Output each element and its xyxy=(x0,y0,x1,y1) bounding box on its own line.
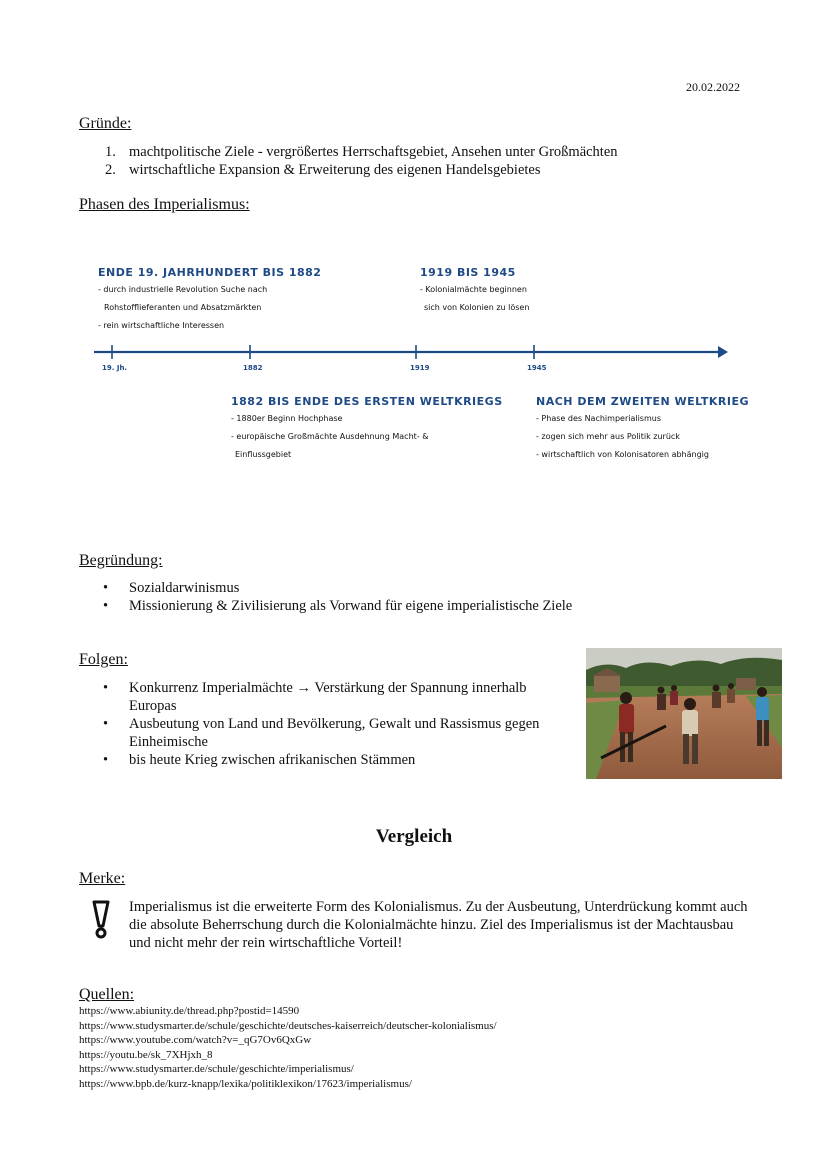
list-item: 2. wirtschaftliche Expansion & Erweiterung des eigenen Handelsgebietes xyxy=(105,162,541,178)
timeline-phase4-line: - wirtschaftlich von Kolonisatoren abhängig xyxy=(536,450,709,459)
timeline-phase1-title: ENDE 19. JAHRHUNDERT BIS 1882 xyxy=(98,266,322,279)
list-item: • Konkurrenz Imperialmächte → Verstärkung der Spannung innerhalb Europas xyxy=(103,680,527,714)
document-date: 20.02.2022 xyxy=(686,80,740,94)
folgen-heading: Folgen: xyxy=(79,651,128,668)
sources-list xyxy=(79,1004,779,1091)
timeline-phase3-line: - Kolonialmächte beginnen xyxy=(420,285,527,294)
timeline-phase2-line: Einflussgebiet xyxy=(235,450,292,459)
timeline-phase4-line: - zogen sich mehr aus Politik zurück xyxy=(536,432,680,441)
list-item: • Missionierung & Zivilisierung als Vorwand für eigene imperialistische Ziele xyxy=(103,598,573,614)
timeline-phase1-line: - durch industrielle Revolution Suche nach xyxy=(98,285,268,294)
source-link[interactable]: https://www.abiunity.de/thread.php?postid=14590 xyxy=(79,1005,300,1017)
begruendung-list xyxy=(79,579,779,615)
merke-text: Imperialismus ist die erweiterte Form des Kolonialismus. Zu der Ausbeutung, Unterdrückung kommt auch die absolute Beherrschung durch die Kolonialmächte hinzu. Ziel des Imperialismus ist der Machtausbau und nicht mehr der rein wirtschaftliche Vorteil! xyxy=(129,899,748,951)
gruende-list xyxy=(79,143,779,179)
source-link[interactable]: https://www.studysmarter.de/schule/geschichte/imperialismus/ xyxy=(79,1063,354,1075)
timeline-tick-label: 1945 xyxy=(527,364,547,372)
begruendung-heading: Begründung: xyxy=(79,552,163,569)
timeline-tick-label: 19. Jh. xyxy=(102,364,128,372)
source-link[interactable]: https://youtu.be/sk_7XHjxh_8 xyxy=(79,1048,213,1061)
vergleich-title: Vergleich xyxy=(375,826,453,847)
timeline-phase2-line: - europäische Großmächte Ausdehnung Macht- & xyxy=(231,432,429,441)
source-link[interactable]: https://www.studysmarter.de/schule/geschichte/deutsches-kaiserreich/deutscher-kolonialismus/ xyxy=(79,1019,497,1032)
timeline-tick-label: 1919 xyxy=(410,364,430,372)
source-link[interactable]: https://www.youtube.com/watch?v=_qG7Ov6QxGw xyxy=(79,1034,312,1046)
timeline-phase2-line: - 1880er Beginn Hochphase xyxy=(231,414,343,423)
timeline-phase1-line: Rohstofflieferanten und Absatzmärkten xyxy=(104,303,262,312)
timeline-phase4-title: NACH DEM ZWEITEN WELTKRIEG xyxy=(536,395,749,408)
list-item: 1. machtpolitische Ziele - vergrößertes Herrschaftsgebiet, Ansehen unter Großmächten xyxy=(105,144,618,160)
timeline-phase1-line: - rein wirtschaftliche Interessen xyxy=(98,321,225,330)
exclamation-icon xyxy=(92,900,110,945)
quellen-heading: Quellen: xyxy=(79,986,135,1003)
merke-heading: Merke: xyxy=(79,870,126,887)
timeline-phase4-line: - Phase des Nachimperialismus xyxy=(536,414,661,423)
phasen-heading: Phasen des Imperialismus: xyxy=(79,196,250,213)
list-item: • Ausbeutung von Land und Bevölkerung, Gewalt und Rassismus gegen Einheimische xyxy=(103,716,540,750)
timeline-phase2-title: 1882 BIS ENDE DES ERSTEN WELTKRIEGS xyxy=(231,395,503,408)
folgen-list xyxy=(79,679,569,769)
source-link[interactable]: https://www.bpb.de/kurz-knapp/lexika/politiklexikon/17623/imperialismus/ xyxy=(79,1077,412,1090)
timeline-tick-label: 1882 xyxy=(243,364,263,372)
list-item: • bis heute Krieg zwischen afrikanischen Stämmen xyxy=(103,752,416,768)
timeline-axis xyxy=(90,338,740,362)
list-item: • Sozialdarwinismus xyxy=(103,580,240,596)
timeline-phase3-line: sich von Kolonien zu lösen xyxy=(424,303,530,312)
gruende-heading: Gründe: xyxy=(79,115,132,132)
timeline-phase3-title: 1919 BIS 1945 xyxy=(420,266,516,279)
photo-soldiers xyxy=(586,648,782,779)
